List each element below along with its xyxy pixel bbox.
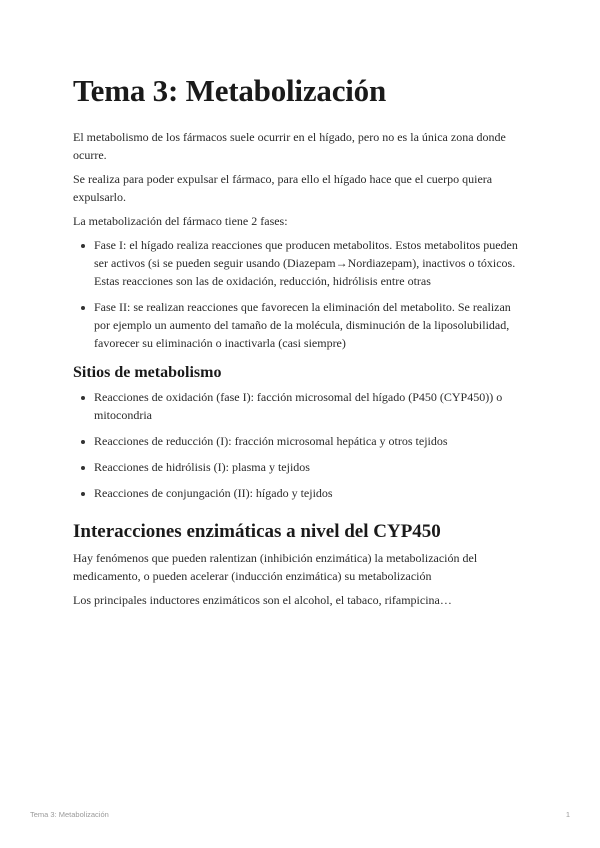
intro-paragraph-3: La metabolización del fármaco tiene 2 fases: xyxy=(73,214,288,228)
list-item-text: Reacciones de oxidación (fase I): facción microsomal del hígado (P450 (CYP450)) o mitocondria xyxy=(94,390,503,422)
intro-paragraph-2: Se realiza para poder expulsar el fármaco, para ello el hígado hace que el cuerpo quiera expulsarlo. xyxy=(73,172,493,204)
list-item xyxy=(73,458,528,476)
bullet-icon xyxy=(81,492,85,496)
interacciones-paragraph-2: Los principales inductores enzimáticos son el alcohol, el tabaco, rifampicina… xyxy=(73,593,452,607)
bullet-icon xyxy=(81,244,85,248)
list-item xyxy=(73,236,528,290)
page-footer xyxy=(30,810,570,822)
bullet-icon xyxy=(81,440,85,444)
intro-paragraph-1: El metabolismo de los fármacos suele ocurrir en el hígado, pero no es la única zona donde ocurre. xyxy=(73,130,506,162)
bullet-icon xyxy=(81,466,85,470)
list-item xyxy=(73,388,528,424)
phases-list xyxy=(73,236,528,352)
sitios-list xyxy=(73,388,528,502)
list-item-text: Fase II: se realizan reacciones que favorecen la eliminación del metabolito. Se realizan por ejemplo un aumento del tamaño de la molécula, disminución de la liposolubilidad, favorecer su eliminación o inactivarla (casi siempre) xyxy=(94,300,511,350)
document-page xyxy=(73,72,528,615)
footer-page-number: 1 xyxy=(565,810,570,819)
bullet-icon xyxy=(81,396,85,400)
list-item xyxy=(73,484,528,502)
list-item-text: Reacciones de conjungación (II): hígado y tejidos xyxy=(94,486,333,500)
list-item-text: Fase I: el hígado realiza reacciones que producen metabolitos. Estos metabolitos pueden ser activos (si se pueden seguir usando (Diazepam→Nordiazepam), inactivos o tóxicos. Estas reacciones son las de oxidación, reducción, hidrólisis entre otras xyxy=(94,238,518,288)
page-title: Tema 3: Metabolización xyxy=(73,73,387,108)
section-heading-sitios: Sitios de metabolismo xyxy=(73,364,222,381)
section-heading-interacciones: Interacciones enzimáticas a nivel del CYP450 xyxy=(73,521,441,542)
list-item-text: Reacciones de hidrólisis (I): plasma y tejidos xyxy=(94,460,310,474)
footer-title: Tema 3: Metabolización xyxy=(30,810,109,819)
list-item xyxy=(73,298,528,352)
list-item xyxy=(73,432,528,450)
bullet-icon xyxy=(81,306,85,310)
interacciones-paragraph-1: Hay fenómenos que pueden ralentizan (inhibición enzimática) la metabolización del medicamento, o pueden acelerar (inducción enzimática) su metabolización xyxy=(73,551,478,583)
list-item-text: Reacciones de reducción (I): fracción microsomal hepática y otros tejidos xyxy=(94,434,448,448)
